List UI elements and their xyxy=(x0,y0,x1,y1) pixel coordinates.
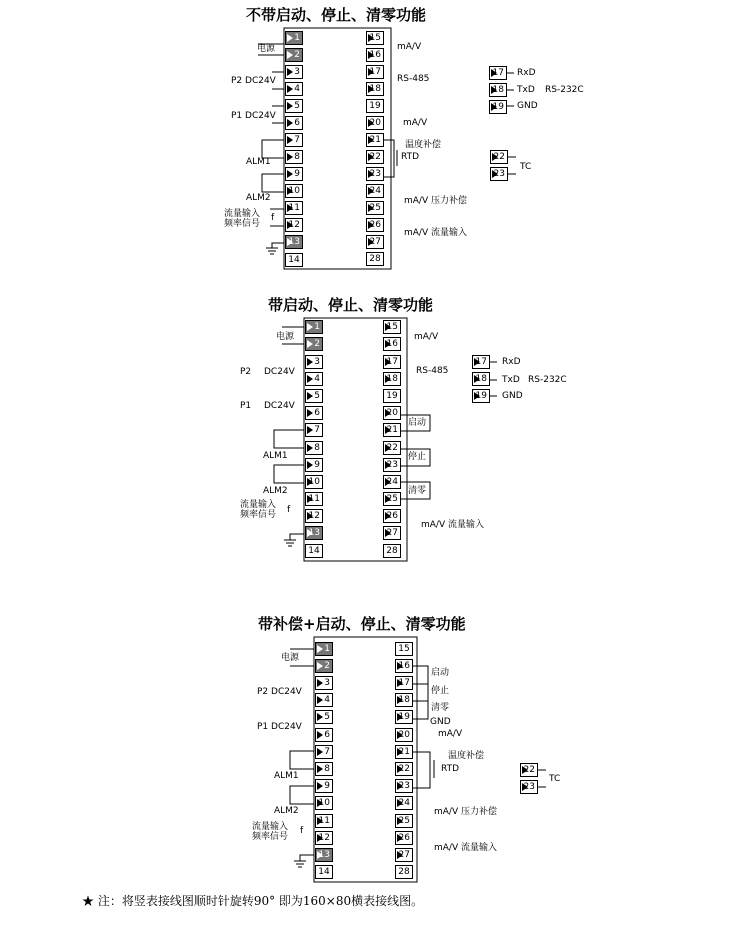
pin-9: 9 xyxy=(285,167,303,181)
serial-pin-18: 18 xyxy=(472,372,490,386)
pin-24: 24 xyxy=(366,184,384,198)
label-clear: 清零 xyxy=(431,703,450,713)
label-flow-in: 流量输入 xyxy=(252,822,289,832)
label-start: 启动 xyxy=(431,668,450,678)
label-flow-ma: mA/V 流量输入 xyxy=(421,520,484,530)
label-alm2: ALM2 xyxy=(274,806,299,816)
pin-18: 18 xyxy=(395,693,413,707)
pin-8: 8 xyxy=(285,150,303,164)
pin-6: 6 xyxy=(285,116,303,130)
pin-arrow-icon xyxy=(317,782,323,790)
label-txd: TxD xyxy=(502,375,520,385)
pin-1: 1 xyxy=(305,320,323,334)
pin-2: 2 xyxy=(305,337,323,351)
pin-12: 12 xyxy=(305,509,323,523)
pin-13: 13 xyxy=(305,526,323,540)
pin-23: 23 xyxy=(383,458,401,472)
label-rs232: RS-232C xyxy=(545,85,584,95)
pin-28: 28 xyxy=(366,252,384,266)
label-pressure: mA/V 压力补偿 xyxy=(434,807,497,817)
pin-1: 1 xyxy=(285,31,303,45)
label-txd: TxD xyxy=(517,85,535,95)
pin-21: 21 xyxy=(366,133,384,147)
pin-16: 16 xyxy=(395,659,413,673)
pin-12: 12 xyxy=(285,218,303,232)
pin-26: 26 xyxy=(395,831,413,845)
pin-10: 10 xyxy=(285,184,303,198)
label-f: f xyxy=(271,213,275,223)
label-clear: 清零 xyxy=(408,486,427,496)
label-p2: P2 DC24V xyxy=(257,687,302,697)
pin-arrow-icon xyxy=(522,766,528,774)
pin-5: 5 xyxy=(315,710,333,724)
pin-26: 26 xyxy=(383,509,401,523)
pin-17: 17 xyxy=(383,355,401,369)
label-p1: P1 DC24V xyxy=(257,722,302,732)
label-tc: TC xyxy=(520,162,532,172)
pin-4: 4 xyxy=(285,82,303,96)
pin-27: 27 xyxy=(383,526,401,540)
pin-13: 13 xyxy=(315,848,333,862)
pin-arrow-icon xyxy=(397,851,403,859)
pin-22: 22 xyxy=(395,762,413,776)
pin-2: 2 xyxy=(315,659,333,673)
footnote: ★ 注：将竖表接线图顺时针旋转90° 即为160×80横表接线图。 xyxy=(82,894,424,908)
pin-arrow-icon xyxy=(317,765,323,773)
serial-pin-17: 17 xyxy=(472,355,490,369)
pin-14: 14 xyxy=(315,865,333,879)
label-flow-ma: mA/V 流量输入 xyxy=(434,843,497,853)
pin-13: 13 xyxy=(285,235,303,249)
label-p1-voltage: DC24V xyxy=(264,401,295,411)
pin-15: 15 xyxy=(395,642,413,656)
label-alm1: ALM1 xyxy=(263,451,288,461)
pin-17: 17 xyxy=(366,65,384,79)
diagram-1-title: 不带启动、停止、清零功能 xyxy=(246,6,427,24)
label-rs485: RS-485 xyxy=(416,366,449,376)
pin-arrow-icon xyxy=(317,748,323,756)
pin-21: 21 xyxy=(395,745,413,759)
pin-20: 20 xyxy=(383,406,401,420)
pin-arrow-icon xyxy=(397,817,403,825)
label-ma-v-15: mA/V xyxy=(414,332,439,342)
terminal-block-3 xyxy=(314,637,417,882)
pin-7: 7 xyxy=(305,423,323,437)
pin-arrow-icon xyxy=(397,731,403,739)
pin-arrow-icon xyxy=(317,679,323,687)
pin-19: 19 xyxy=(395,710,413,724)
serial-pin-17: 17 xyxy=(489,66,507,80)
pin-19: 19 xyxy=(383,389,401,403)
pin-arrow-icon xyxy=(397,696,403,704)
pin-11: 11 xyxy=(315,814,333,828)
pin-8: 8 xyxy=(305,441,323,455)
pin-3: 3 xyxy=(305,355,323,369)
pin-16: 16 xyxy=(383,337,401,351)
pin-arrow-icon xyxy=(397,748,403,756)
tc-pin-22: 22 xyxy=(520,763,538,777)
pin-3: 3 xyxy=(315,676,333,690)
pin-11: 11 xyxy=(305,492,323,506)
label-tc: TC xyxy=(549,774,561,784)
tc-pin-23: 23 xyxy=(490,167,508,181)
pin-9: 9 xyxy=(305,458,323,472)
label-gnd: GND xyxy=(517,101,538,111)
diagram-2-title: 带启动、停止、清零功能 xyxy=(268,296,434,314)
pin-26: 26 xyxy=(366,218,384,232)
label-f: f xyxy=(287,505,291,515)
pin-16: 16 xyxy=(366,48,384,62)
pin-1: 1 xyxy=(315,642,333,656)
pin-21: 21 xyxy=(383,423,401,437)
label-rtd: RTD xyxy=(401,152,420,162)
pin-5: 5 xyxy=(285,99,303,113)
label-rs232: RS-232C xyxy=(528,375,567,385)
pin-7: 7 xyxy=(285,133,303,147)
label-p1: P1 xyxy=(240,401,252,411)
label-rtd: RTD xyxy=(441,764,460,774)
pin-23: 23 xyxy=(366,167,384,181)
label-flow-in: 流量输入 xyxy=(240,500,277,510)
pin-arrow-icon xyxy=(317,834,323,842)
label-freq: 频率信号 xyxy=(240,510,277,520)
pin-9: 9 xyxy=(315,779,333,793)
label-flow-ma: mA/V 流量输入 xyxy=(404,228,467,238)
label-power: 电源 xyxy=(276,332,295,342)
pin-6: 6 xyxy=(305,406,323,420)
tc-pin-23: 23 xyxy=(520,780,538,794)
label-flow-in: 流量输入 xyxy=(224,209,261,219)
label-p2: P2 DC24V xyxy=(231,76,276,86)
pin-12: 12 xyxy=(315,831,333,845)
pin-24: 24 xyxy=(395,796,413,810)
pin-28: 28 xyxy=(383,544,401,558)
pin-5: 5 xyxy=(305,389,323,403)
label-freq: 频率信号 xyxy=(252,832,289,842)
tc-pin-22: 22 xyxy=(490,150,508,164)
pin-arrow-icon xyxy=(317,696,323,704)
label-stop: 停止 xyxy=(431,686,450,696)
label-start: 启动 xyxy=(408,418,427,428)
pin-15: 15 xyxy=(366,31,384,45)
label-p2: P2 xyxy=(240,367,252,377)
pin-28: 28 xyxy=(395,865,413,879)
label-alm2: ALM2 xyxy=(263,486,288,496)
pin-3: 3 xyxy=(285,65,303,79)
pin-23: 23 xyxy=(395,779,413,793)
pin-14: 14 xyxy=(285,253,303,267)
pin-6: 6 xyxy=(315,728,333,742)
label-gnd: GND xyxy=(430,717,451,727)
serial-pin-18: 18 xyxy=(489,83,507,97)
pin-18: 18 xyxy=(383,372,401,386)
pin-14: 14 xyxy=(305,544,323,558)
pin-arrow-icon xyxy=(317,662,323,670)
label-p2-voltage: DC24V xyxy=(264,367,295,377)
pin-arrow-icon xyxy=(397,765,403,773)
label-p1: P1 DC24V xyxy=(231,111,276,121)
label-f: f xyxy=(300,826,304,836)
pin-11: 11 xyxy=(285,201,303,215)
pin-arrow-icon xyxy=(397,799,403,807)
label-rxd: RxD xyxy=(502,357,521,367)
label-stop: 停止 xyxy=(408,452,427,462)
pin-arrow-icon xyxy=(317,731,323,739)
pin-8: 8 xyxy=(315,762,333,776)
label-alm2: ALM2 xyxy=(246,193,271,203)
serial-pin-19: 19 xyxy=(472,389,490,403)
pin-18: 18 xyxy=(366,82,384,96)
pin-4: 4 xyxy=(315,693,333,707)
pin-25: 25 xyxy=(395,814,413,828)
pin-19: 19 xyxy=(366,99,384,113)
label-power: 电源 xyxy=(281,653,300,663)
pin-27: 27 xyxy=(366,235,384,249)
pin-7: 7 xyxy=(315,745,333,759)
label-alm1: ALM1 xyxy=(274,771,299,781)
diagram-3-title: 带补偿+启动、停止、清零功能 xyxy=(258,615,466,633)
pin-arrow-icon xyxy=(317,817,323,825)
label-rxd: RxD xyxy=(517,68,536,78)
pin-15: 15 xyxy=(383,320,401,334)
pin-10: 10 xyxy=(315,796,333,810)
pin-arrow-icon xyxy=(397,679,403,687)
pin-20: 20 xyxy=(395,728,413,742)
pin-2: 2 xyxy=(285,48,303,62)
pin-22: 22 xyxy=(366,150,384,164)
pin-24: 24 xyxy=(383,475,401,489)
label-rs485: RS-485 xyxy=(397,74,430,84)
pin-arrow-icon xyxy=(317,851,323,859)
label-ma-v-15: mA/V xyxy=(397,42,422,52)
pin-10: 10 xyxy=(305,475,323,489)
serial-pin-19: 19 xyxy=(489,100,507,114)
label-power: 电源 xyxy=(257,44,276,54)
pin-arrow-icon xyxy=(317,645,323,653)
pin-arrow-icon xyxy=(522,783,528,791)
label-freq: 频率信号 xyxy=(224,219,261,229)
pin-27: 27 xyxy=(395,848,413,862)
pin-25: 25 xyxy=(366,201,384,215)
pin-arrow-icon xyxy=(317,799,323,807)
label-gnd: GND xyxy=(502,391,523,401)
pin-25: 25 xyxy=(383,492,401,506)
label-alm1: ALM1 xyxy=(246,157,271,167)
pin-arrow-icon xyxy=(397,782,403,790)
label-temp-comp: 温度补偿 xyxy=(448,751,485,761)
label-pressure: mA/V 压力补偿 xyxy=(404,196,467,206)
label-ma-v-20: mA/V xyxy=(403,118,428,128)
pin-arrow-icon xyxy=(397,713,403,721)
pin-arrow-icon xyxy=(397,834,403,842)
label-ma-v-20: mA/V xyxy=(438,729,463,739)
pin-arrow-icon xyxy=(397,662,403,670)
pin-20: 20 xyxy=(366,116,384,130)
label-temp-comp: 温度补偿 xyxy=(405,140,442,150)
pin-22: 22 xyxy=(383,441,401,455)
pin-arrow-icon xyxy=(317,713,323,721)
pin-4: 4 xyxy=(305,372,323,386)
pin-17: 17 xyxy=(395,676,413,690)
